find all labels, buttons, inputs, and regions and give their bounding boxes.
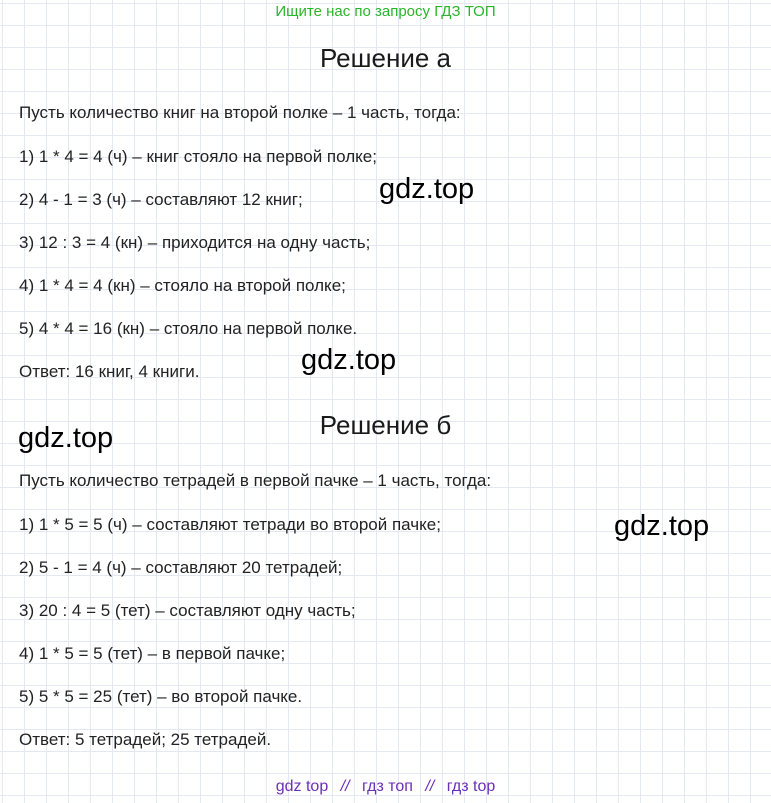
footer-link[interactable]: гдз top — [446, 778, 496, 795]
text-line: 2) 5 - 1 = 4 (ч) – составляют 20 тетрадей; — [19, 558, 343, 577]
watermark: gdz.top — [18, 422, 114, 454]
watermark: gdz.top — [614, 510, 710, 542]
text-line: 2) 4 - 1 = 3 (ч) – составляют 12 книг; — [19, 190, 303, 209]
top-banner: Ищите нас по запросу ГДЗ ТОП — [275, 3, 496, 20]
text-line: 4) 1 * 5 = 5 (тет) – в первой пачке; — [19, 644, 286, 663]
section-title-a: Решение а — [319, 43, 451, 73]
footer-link[interactable]: gdz top — [275, 778, 329, 795]
text-line: Пусть количество тетрадей в первой пачке – 1 часть, тогда: — [19, 471, 492, 490]
answer-b: Ответ: 5 тетрадей; 25 тетрадей. — [19, 730, 272, 749]
watermark: gdz.top — [301, 344, 397, 376]
text-line: 5) 4 * 4 = 16 (кн) – стояло на первой полке. — [19, 319, 358, 338]
footer — [0, 778, 771, 796]
text-line: 4) 1 * 4 = 4 (кн) – стояло на второй полке; — [19, 276, 346, 295]
footer-link[interactable]: гдз топ — [362, 778, 413, 795]
text-line: 5) 5 * 5 = 25 (тет) – во второй пачке. — [19, 687, 303, 706]
text-line: Пусть количество книг на второй полке – 1 часть, тогда: — [19, 103, 461, 122]
section-title-b: Решение б — [319, 410, 452, 440]
text-line: 3) 20 : 4 = 5 (тет) – составляют одну часть; — [19, 601, 356, 620]
footer-separator: // — [340, 778, 350, 795]
text-line: 1) 1 * 4 = 4 (ч) – книг стояло на первой полке; — [19, 147, 377, 166]
footer-separator: // — [425, 778, 435, 795]
text-line: 3) 12 : 3 = 4 (кн) – приходится на одну часть; — [19, 233, 371, 252]
watermark: gdz.top — [379, 173, 475, 205]
answer-a: Ответ: 16 книг, 4 книги. — [19, 362, 200, 381]
text-line: 1) 1 * 5 = 5 (ч) – составляют тетради во второй пачке; — [19, 515, 441, 534]
